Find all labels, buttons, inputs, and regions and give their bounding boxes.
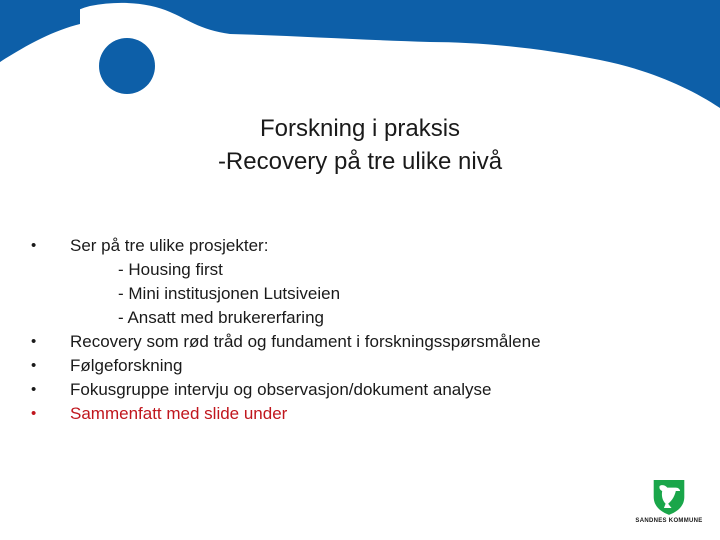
title-line-1: Forskning i praksis (259, 115, 461, 142)
bullet-marker: • (31, 381, 37, 398)
logo-text: SANDNES KOMMUNE (635, 518, 703, 524)
header-wave-decoration (0, 0, 720, 120)
bullet-text: Sammenfatt med slide under (70, 404, 288, 423)
bullet-text: Ser på tre ulike prosjekter: (70, 236, 269, 255)
slide-title (140, 112, 580, 178)
sub-item: - Ansatt med brukererfaring (118, 308, 324, 327)
header-circle-decoration (99, 38, 155, 94)
bullet-text: Recovery som rød tråd og fundament i forskningsspørsmålene (70, 332, 541, 351)
sandnes-kommune-logo (628, 478, 710, 536)
header-wave-lower-edge (0, 0, 80, 62)
bullet-item-highlighted (28, 402, 668, 426)
sub-item: - Housing first (118, 260, 223, 279)
bullet-text: Fokusgruppe intervju og observasjon/dokument analyse (70, 380, 492, 399)
title-line-2: -Recovery på tre ulike nivå (217, 148, 503, 175)
sandnes-coat-of-arms-icon (652, 478, 686, 516)
bullet-item (28, 330, 668, 354)
bullet-text: Følgeforskning (70, 356, 183, 375)
bullet-item (28, 234, 668, 330)
bullet-marker: • (31, 357, 37, 374)
bullet-marker: • (31, 405, 37, 422)
bullet-item (28, 354, 668, 378)
bullet-marker: • (31, 237, 37, 254)
bullet-list (28, 234, 668, 426)
sub-item: - Mini institusjonen Lutsiveien (118, 284, 341, 303)
bullet-item (28, 378, 668, 402)
bullet-marker: • (31, 333, 37, 350)
